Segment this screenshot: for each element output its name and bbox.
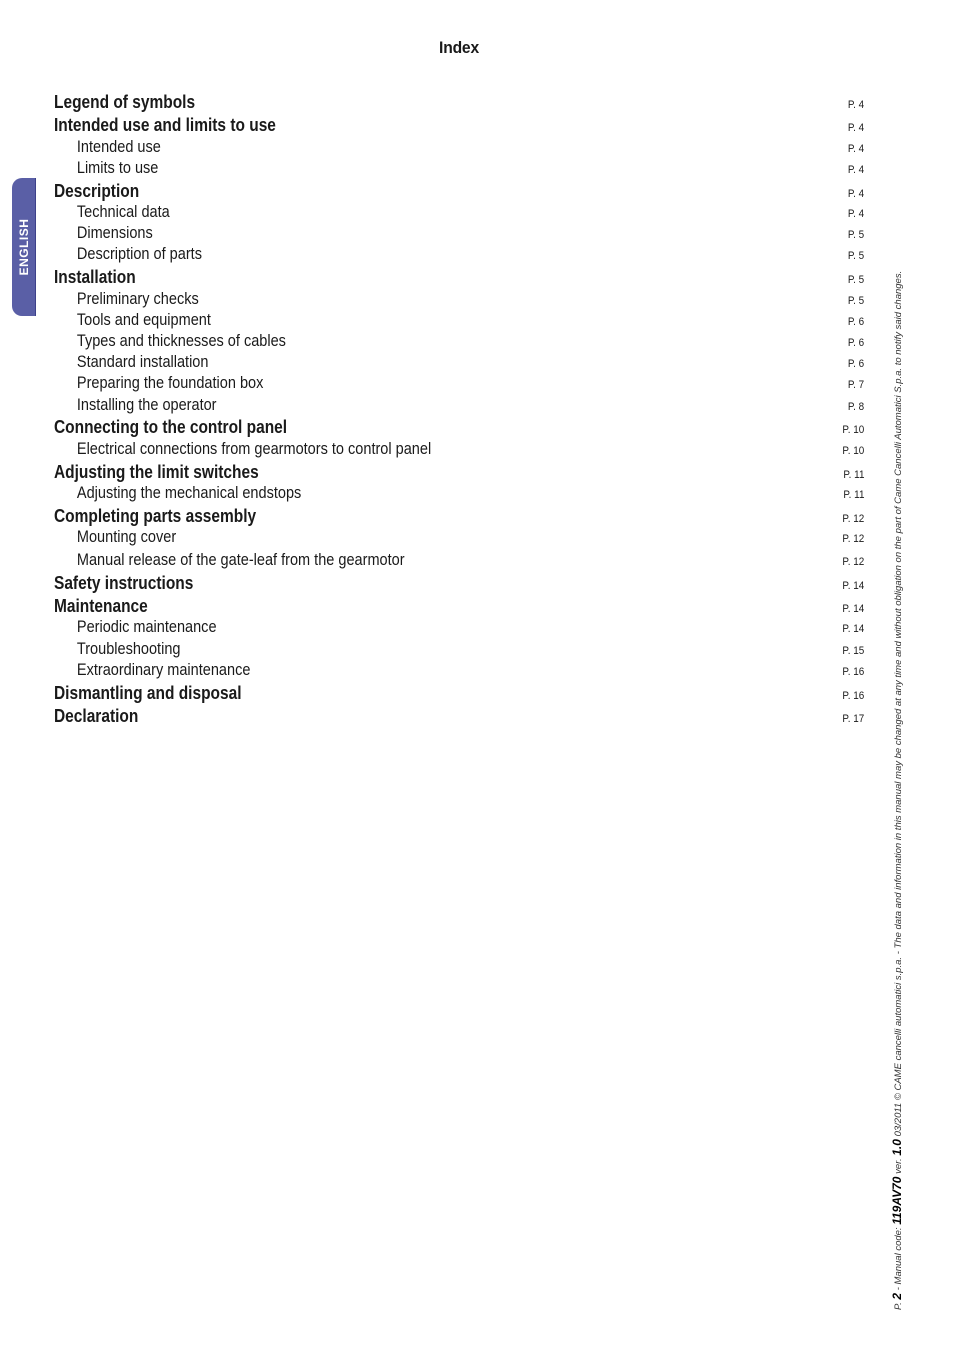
toc-entry[interactable]: [54, 267, 864, 288]
toc-entry-page: P. 14: [842, 603, 864, 615]
toc-entry-page: P. 15: [842, 645, 864, 657]
language-tab-label: ENGLISH: [17, 218, 31, 276]
toc-entry-label: Description of parts: [76, 245, 202, 263]
toc-entry[interactable]: [54, 618, 864, 637]
toc-entry-page: P. 6: [847, 358, 864, 370]
footer-version: 1.0: [890, 1139, 904, 1156]
toc-entry[interactable]: [54, 396, 864, 415]
toc-entry[interactable]: [54, 115, 864, 136]
toc-entry-page: P. 4: [847, 188, 864, 200]
toc-entry[interactable]: [54, 181, 864, 202]
toc-entry[interactable]: [54, 506, 864, 527]
footer-note: [890, 271, 904, 1310]
toc-entry-page: P. 7: [847, 379, 864, 391]
toc-entry-page: P. 4: [847, 208, 864, 220]
toc-entry-label: Intended use: [76, 138, 161, 156]
toc-entry-label: Adjusting the limit switches: [54, 462, 259, 482]
toc-entry-label: Safety instructions: [54, 573, 194, 593]
toc-entry-label: Preliminary checks: [76, 290, 199, 308]
toc-entry[interactable]: [54, 353, 864, 372]
toc-entry[interactable]: [54, 138, 864, 157]
toc-entry-label: Standard installation: [76, 353, 209, 371]
toc-entry-page: P. 12: [842, 513, 864, 525]
toc-entry-page: P. 4: [847, 122, 864, 134]
toc-entry[interactable]: [54, 528, 864, 547]
toc-entry[interactable]: [54, 596, 864, 617]
toc-entry-label: Troubleshooting: [76, 640, 181, 658]
toc-entry-label: Extraordinary maintenance: [76, 661, 251, 679]
toc-entry[interactable]: [54, 92, 864, 113]
toc-entry[interactable]: [54, 484, 864, 503]
toc-entry-page: P. 5: [847, 250, 864, 262]
toc-entry-page: P. 10: [842, 445, 864, 457]
toc-entry-page: P. 12: [842, 556, 864, 568]
toc-entry-page: P. 8: [847, 401, 864, 413]
toc-entry-label: Manual release of the gate-leaf from the gearmotor: [76, 551, 405, 569]
toc-entry-label: Legend of symbols: [54, 92, 196, 112]
toc-entry-page: P. 17: [842, 713, 864, 725]
toc-entry[interactable]: [54, 573, 864, 594]
toc-entry-label: Adjusting the mechanical endstops: [76, 484, 302, 502]
footer-page-prefix: P.: [893, 1302, 904, 1310]
toc-entry[interactable]: [54, 417, 864, 438]
toc-entry-label: Maintenance: [54, 596, 148, 616]
toc-entry-page: P. 16: [842, 666, 864, 678]
toc-entry-label: Technical data: [76, 203, 170, 221]
toc-entry-label: Installation: [54, 267, 136, 287]
toc-entry-label: Types and thicknesses of cables: [76, 332, 286, 350]
toc-entry[interactable]: [54, 290, 864, 309]
toc-entry[interactable]: [54, 203, 864, 222]
toc-entry-page: P. 5: [847, 295, 864, 307]
toc-entry-label: Dismantling and disposal: [54, 683, 242, 703]
toc-entry[interactable]: [54, 683, 864, 704]
footer-manual-code: 119AV70: [890, 1176, 904, 1225]
toc-entry-page: P. 14: [842, 580, 864, 592]
toc-entry[interactable]: [54, 311, 864, 330]
toc-entry-page: P. 14: [842, 623, 864, 635]
toc-entry-label: Installing the operator: [76, 396, 217, 414]
toc-entry-label: Mounting cover: [76, 528, 177, 546]
toc-entry-label: Declaration: [54, 706, 139, 726]
toc-entry-label: Intended use and limits to use: [54, 115, 276, 135]
toc-entry-page: P. 11: [842, 469, 864, 481]
toc-entry-label: Preparing the foundation box: [76, 374, 264, 392]
toc-entry-page: P. 5: [847, 274, 864, 286]
toc-entry[interactable]: [54, 661, 864, 680]
toc-entry[interactable]: [54, 706, 864, 727]
toc-entry-page: P. 6: [847, 337, 864, 349]
language-tab: [12, 178, 36, 316]
toc-entry-page: P. 10: [842, 424, 864, 436]
toc-entry-label: Description: [54, 181, 140, 201]
toc-entry[interactable]: [54, 551, 864, 570]
toc-entry[interactable]: [54, 224, 864, 243]
toc-entry-page: P. 4: [847, 99, 864, 111]
toc-entry[interactable]: [54, 159, 864, 178]
toc-entry-label: Periodic maintenance: [76, 618, 217, 636]
toc-entry-label: Tools and equipment: [76, 311, 211, 329]
toc-entry[interactable]: [54, 462, 864, 483]
toc-entry-label: Limits to use: [76, 159, 159, 177]
toc-entry-page: P. 11: [842, 489, 864, 501]
footer-version-label: ver.: [893, 1155, 904, 1177]
footer-manual-code-label: - Manual code:: [893, 1227, 904, 1293]
toc-entry[interactable]: [54, 245, 864, 264]
toc-entry[interactable]: [54, 440, 864, 459]
toc-entry-page: P. 16: [842, 690, 864, 702]
toc-entry-page: P. 4: [847, 164, 864, 176]
toc-entry[interactable]: [54, 640, 864, 659]
footer-page-number: 2: [890, 1292, 904, 1300]
footer-notice: 03/2011 © CAME cancelli automatici s.p.a. - The data and information in this manual may be changed at any time and without obligation on the part of Came Cancelli Automatici S.p.a. to notify said changes.: [893, 270, 904, 1140]
toc-entry-label: Completing parts assembly: [54, 506, 257, 526]
toc-entry-page: P. 12: [842, 533, 864, 545]
toc-entry-page: P. 6: [847, 316, 864, 328]
toc-entry-label: Dimensions: [76, 224, 153, 242]
toc-entry[interactable]: [54, 332, 864, 351]
toc-entry[interactable]: [54, 374, 864, 393]
toc-entry-label: Connecting to the control panel: [54, 417, 288, 437]
toc-entry-label: Electrical connections from gearmotors to control panel: [76, 440, 432, 458]
toc-entry-page: P. 4: [847, 143, 864, 155]
toc-entry-page: P. 5: [847, 229, 864, 241]
page-title: Index: [439, 38, 479, 57]
